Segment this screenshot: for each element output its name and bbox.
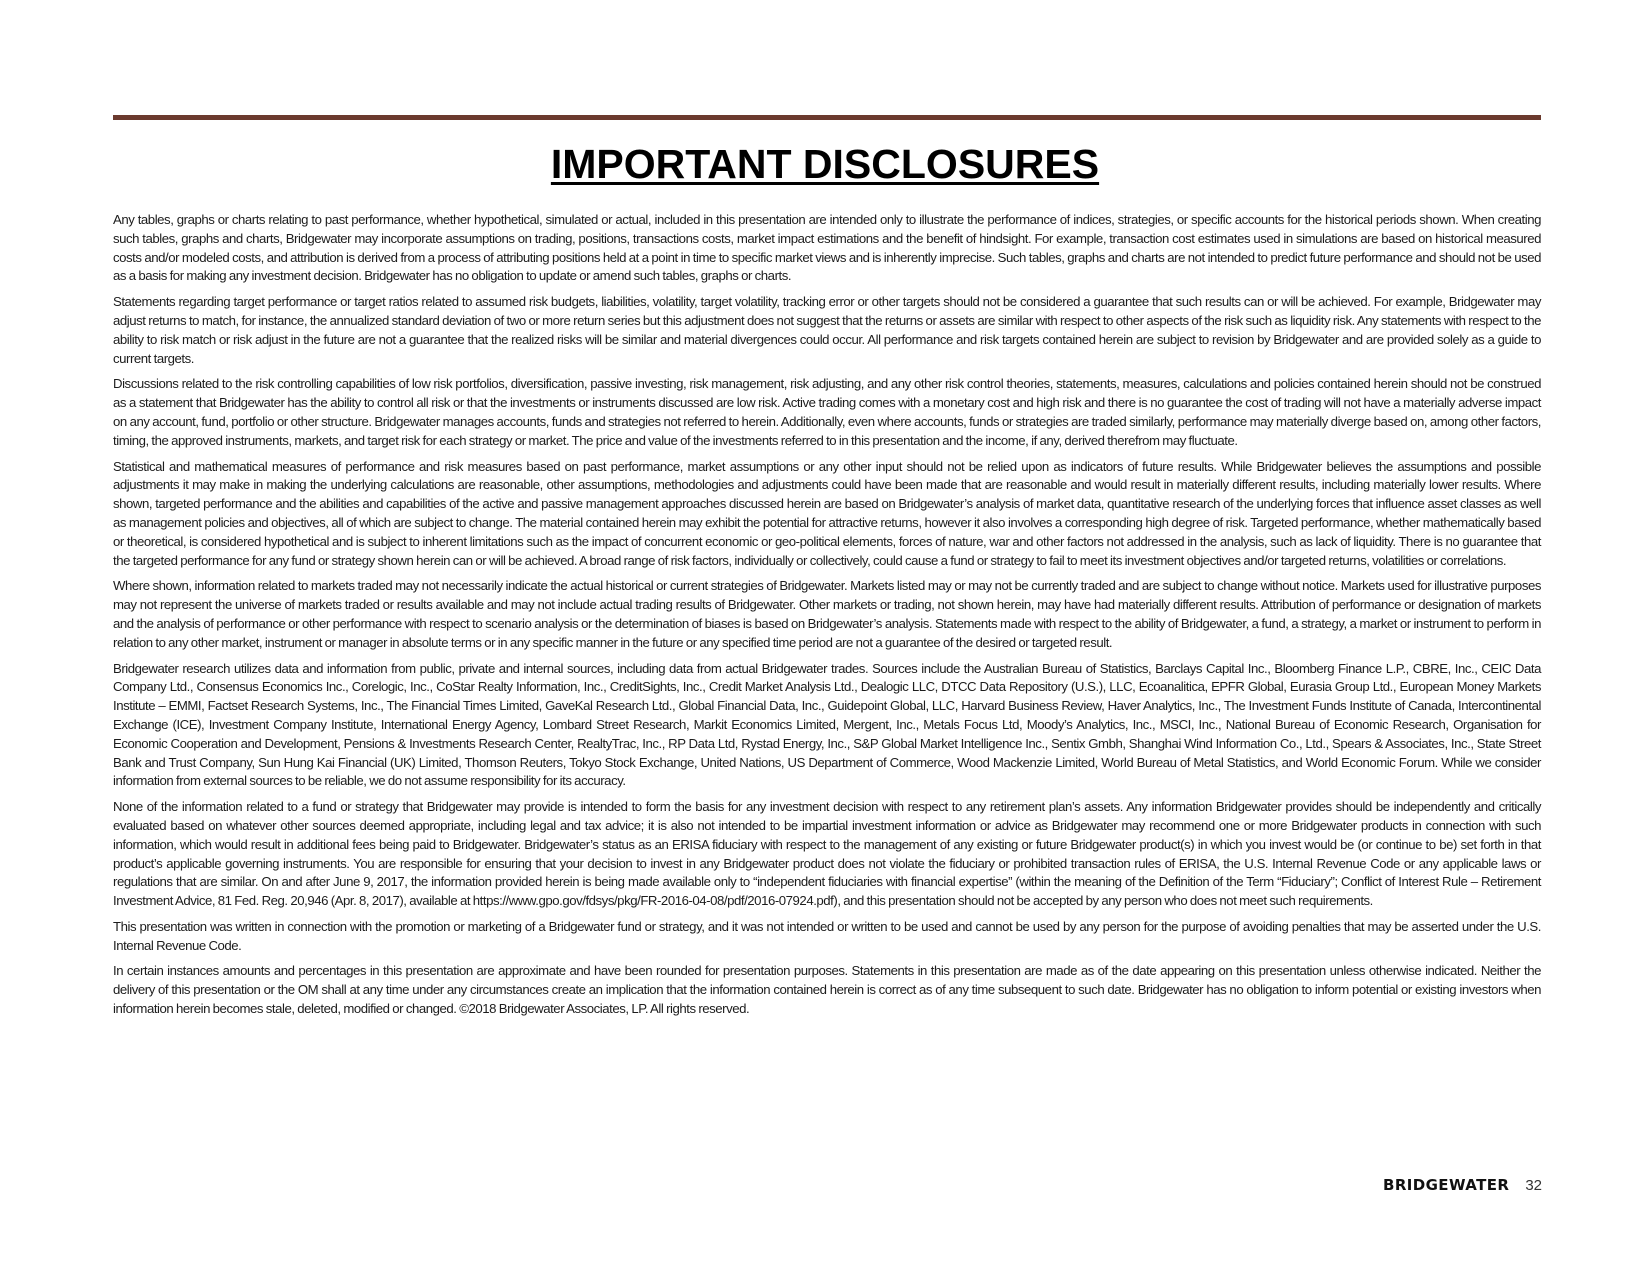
- disclosures-body: [113, 211, 1541, 1026]
- page-title-text: IMPORTANT DISCLOSURES: [550, 141, 1100, 187]
- disclosure-paragraph-risk-control: Discussions related to the risk controlling capabilities of low risk portfolios, diversification, passive investing, risk management, risk adjusting, and any other risk control theories, statements, measures, calculations and policies contained herein should not be construed as a statement that Bridgewater has the ability to control all risk or that the investments or instruments discussed are low risk. Active trading comes with a monetary cost and high risk and there is no guarantee the cost of trading will not have a materially adverse impact on any account, fund, portfolio or other structure. Bridgewater manages accounts, funds and strategies not referred to herein. Additionally, even where accounts, funds or strategies are traded similarly, performance may materially diverge based on, among other factors, timing, the approved instruments, markets, and target risk for each strategy or market. The price and value of the investments referred to in this presentation and the income, if any, derived therefrom may fluctuate.: [113, 376, 1541, 448]
- disclosure-paragraph-erisa: None of the information related to a fund or strategy that Bridgewater may provide is intended to form the basis for any investment decision with respect to any retirement plan’s assets. Any information Bridgewater provides should be independently and critically evaluated based on whatever other sources deemed appropriate, including legal and tax advice; it is also not intended to be impartial investment information or advice as Bridgewater may recommend one or more Bridgewater products in connection with such information, which would result in additional fees being paid to Bridgewater. Bridgewater’s status as an ERISA fiduciary with respect to the management of any existing or future Bridgewater product(s) in which you invest would be (or continue to be) set forth in that product’s applicable governing instruments. You are responsible for ensuring that your decision to invest in any Bridgewater product does not violate the fiduciary or prohibited transaction rules of ERISA, the U.S. Internal Revenue Code or any applicable laws or regulations that are similar. On and after June 9, 2017, the information provided herein is being made available only to “independent fiduciaries with financial expertise” (within the meaning of the Definition of the Term “Fiduciary”; Conflict of Interest Rule – Retirement Investment Advice, 81 Fed. Reg. 20,946 (Apr. 8, 2017), available at https://www.gpo.gov/fdsys/pkg/FR-2016-04-08/pdf/2016-07924.pdf), and this presentation should not be accepted by any person who does not meet such requirements.: [113, 799, 1541, 909]
- disclosure-paragraph-markets-traded: Where shown, information related to markets traded may not necessarily indicate the actual historical or current strategies of Bridgewater. Markets listed may or may not be currently traded and are subject to change without notice. Markets used for illustrative purposes may not represent the universe of markets traded or results available and may not include actual trading results of Bridgewater. Other markets or trading, not shown herein, may have had materially different results. Attribution of performance or designation of markets and the analysis of performance or other performance with respect to scenario analysis or the determination of biases is based on Bridgewater’s analysis. Statements made with respect to the ability of Bridgewater, a fund, a strategy, a market or instrument to perform in relation to any other market, instrument or manager in absolute terms or in any specific manner in the future or any specified time period are not a guarantee of the desired or targeted result.: [113, 578, 1541, 650]
- page-footer: [1383, 1176, 1542, 1194]
- page-title: [0, 140, 1650, 188]
- disclosure-paragraph-target-performance: Statements regarding target performance or target ratios related to assumed risk budgets, liabilities, volatility, target volatility, tracking error or other targets should not be considered a guarantee that such results can or will be achieved. For example, Bridgewater may adjust returns to match, for instance, the annualized standard deviation of two or more return series but this adjustment does not suggest that the returns or assets are similar with respect to other aspects of the risk such as liquidity risk. Any statements with respect to the ability to risk match or risk adjust in the future are not a guarantee that the realized risks will be similar and material divergences could occur. All performance and risk targets contained herein are subject to revision by Bridgewater and are provided solely as a guide to current targets.: [113, 294, 1541, 366]
- bridgewater-logo: BRIDGEWATER: [1382, 1176, 1510, 1194]
- disclosure-paragraph-past-performance: Any tables, graphs or charts relating to past performance, whether hypothetical, simulated or actual, included in this presentation are intended only to illustrate the performance of indices, strategies, or specific accounts for the historical periods shown. When creating such tables, graphs and charts, Bridgewater may incorporate assumptions on trading, positions, transactions costs, market impact estimations and the benefit of hindsight. For example, transaction cost estimates used in simulations are based on historical measured costs and/or modeled costs, and attribution is derived from a process of attributing positions held at a point in time to specific market views and is inherently imprecise. Such tables, graphs and charts are not intended to predict future performance and should not be used as a basis for making any investment decision. Bridgewater has no obligation to update or amend such tables, graphs or charts.: [113, 212, 1541, 284]
- disclosure-paragraph-rounding: In certain instances amounts and percentages in this presentation are approximate and have been rounded for presentation purposes. Statements in this presentation are made as of the date appearing on this presentation unless otherwise indicated. Neither the delivery of this presentation or the OM shall at any time under any circumstances create an implication that the information contained herein is correct as of any time subsequent to such date. Bridgewater has no obligation to inform potential or existing investors when information herein becomes stale, deleted, modified or changed. ©2018 Bridgewater Associates, LP. All rights reserved.: [113, 963, 1541, 1017]
- disclosure-paragraph-data-sources: Bridgewater research utilizes data and information from public, private and internal sources, including data from actual Bridgewater trades. Sources include the Australian Bureau of Statistics, Barclays Capital Inc., Bloomberg Finance L.P., CBRE, Inc., CEIC Data Company Ltd., Consensus Economics Inc., Corelogic, Inc., CoStar Realty Information, Inc., CreditSights, Inc., Credit Market Analysis Ltd., Dealogic LLC, DTCC Data Repository (U.S.), LLC, Ecoanalitica, EPFR Global, Eurasia Group Ltd., European Money Markets Institute – EMMI, Factset Research Systems, Inc., The Financial Times Limited, GaveKal Research Ltd., Global Financial Data, Inc., Guidepoint Global, LLC, Harvard Business Review, Haver Analytics, Inc., The Investment Funds Institute of Canada, Intercontinental Exchange (ICE), Investment Company Institute, International Energy Agency, Lombard Street Research, Markit Economics Limited, Mergent, Inc., Metals Focus Ltd, Moody’s Analytics, Inc., MSCI, Inc., National Bureau of Economic Research, Organisation for Economic Cooperation and Development, Pensions & Investments Research Center, RealtyTrac, Inc., RP Data Ltd, Rystad Energy, Inc., S&P Global Market Intelligence Inc., Sentix Gmbh, Shanghai Wind Information Co., Ltd., Spears & Associates, Inc., State Street Bank and Trust Company, Sun Hung Kai Financial (UK) Limited, Thomson Reuters, Tokyo Stock Exchange, United Nations, US Department of Commerce, Wood Mackenzie Limited, World Bureau of Metal Statistics, and World Economic Forum. While we consider information from external sources to be reliable, we do not assume responsibility for its accuracy.: [113, 660, 1541, 789]
- top-divider-rule: [113, 115, 1541, 120]
- page-number: 32: [1525, 1176, 1542, 1194]
- disclosure-paragraph-statistical-measures: Statistical and mathematical measures of performance and risk measures based on past performance, market assumptions or any other input should not be relied upon as indicators of future results. While Bridgewater believes the assumptions and possible adjustments it may make in making the underlying calculations are reasonable, other assumptions, methodologies and adjustments could have been made that are reasonable and would result in materially different results, including materially lower results. Where shown, targeted performance and the abilities and capabilities of the active and passive management approaches discussed herein are based on Bridgewater’s analysis of market data, quantitative research of the underlying forces that influence asset classes as well as management policies and objectives, all of which are subject to change. The material contained herein may exhibit the potential for attractive returns, however it also involves a corresponding high degree of risk. Targeted performance, whether mathematically based or theoretical, is considered hypothetical and is subject to inherent limitations such as the impact of concurrent economic or geo-political elements, forces of nature, war and other factors not addressed in the analysis, such as lack of liquidity. There is no guarantee that the targeted performance for any fund or strategy shown herein can or will be achieved. A broad range of risk factors, individually or collectively, could cause a fund or strategy to fail to meet its investment objectives and/or targeted returns, volatilities or correlations.: [113, 458, 1541, 568]
- disclosure-paragraph-tax-penalties: This presentation was written in connection with the promotion or marketing of a Bridgewater fund or strategy, and it was not intended or written to be used and cannot be used by any person for the purpose of avoiding penalties that may be asserted under the U.S. Internal Revenue Code.: [113, 918, 1541, 953]
